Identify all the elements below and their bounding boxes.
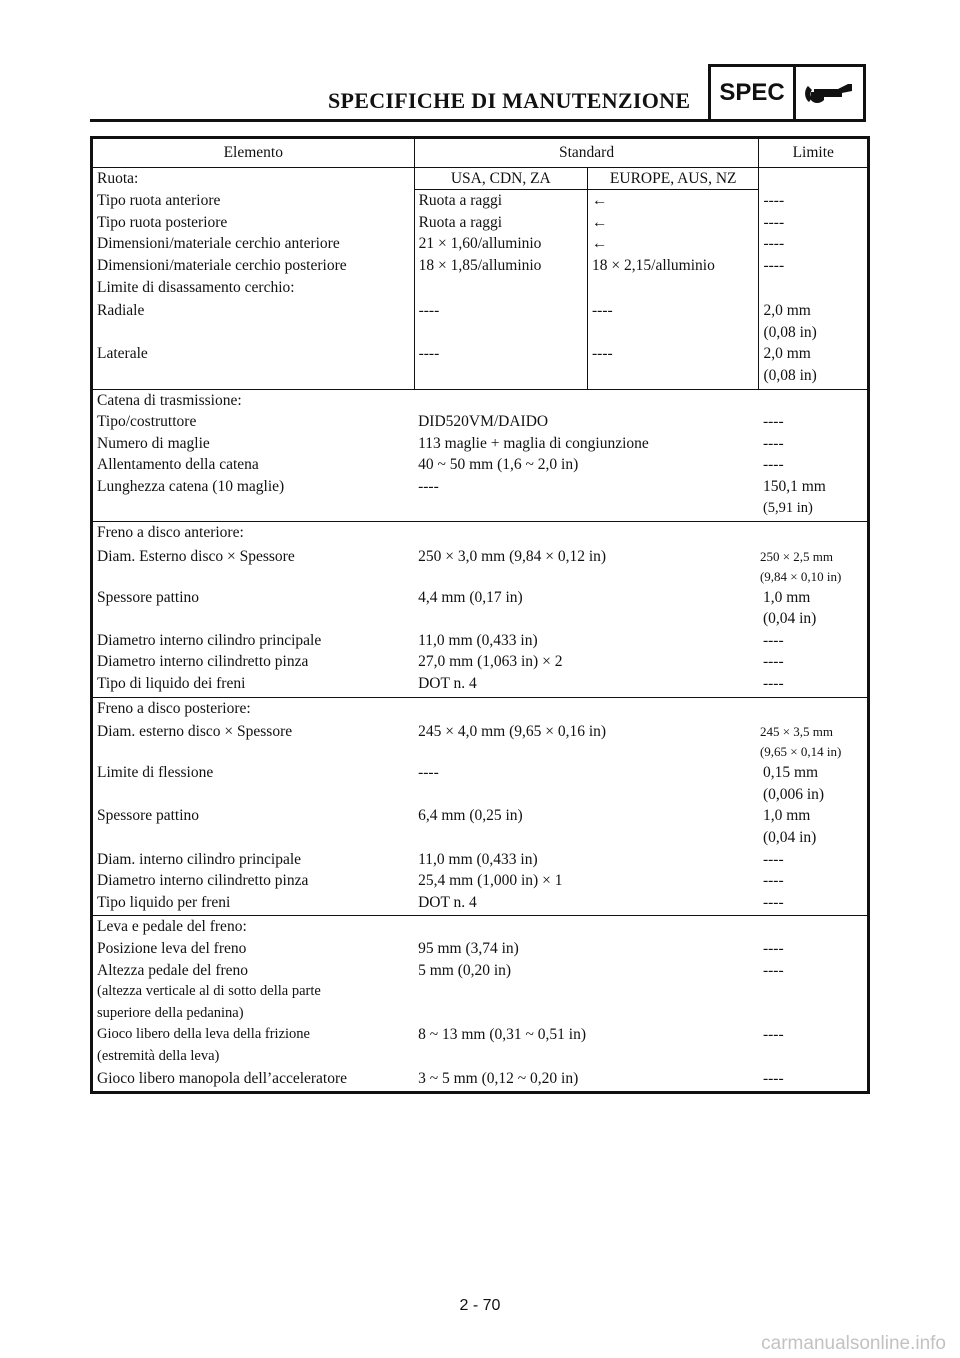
table-row bbox=[92, 544, 869, 587]
table-row bbox=[92, 167, 869, 190]
row-eu: 18 × 2,15/alluminio bbox=[588, 255, 759, 277]
row-standard: 95 mm (3,74 in) bbox=[418, 940, 519, 957]
table-row bbox=[92, 938, 869, 960]
row-label: Tipo liquido per freni bbox=[92, 892, 415, 916]
row-limit: ---- bbox=[759, 892, 869, 916]
row-limit: ---- bbox=[762, 653, 784, 671]
row-limit bbox=[759, 476, 869, 522]
limit-imperial: (9,65 × 0,14 in) bbox=[759, 744, 842, 760]
table-row bbox=[92, 673, 869, 697]
table-row bbox=[92, 870, 869, 892]
row-label: Posizione leva del freno bbox=[97, 940, 247, 957]
header-limite: Limite bbox=[759, 138, 869, 168]
row-label: Diametro interno cilindretto pinza bbox=[97, 872, 309, 890]
table-row bbox=[92, 960, 869, 1025]
row-limit: ---- bbox=[762, 413, 784, 431]
row-label-main: Gioco libero della leva della frizione bbox=[97, 1026, 310, 1043]
row-label: Lunghezza catena (10 maglie) bbox=[92, 476, 415, 522]
row-usa: ---- bbox=[414, 343, 587, 389]
row-standard: 6,4 mm (0,25 in) bbox=[418, 807, 523, 825]
table-header-row bbox=[92, 138, 869, 168]
table-row bbox=[92, 522, 869, 544]
limit-imperial: (0,08 in) bbox=[763, 366, 817, 384]
table-row bbox=[92, 277, 869, 299]
row-eu: ← bbox=[588, 212, 759, 234]
limit-imperial: (5,91 in) bbox=[762, 499, 813, 516]
row-label: Allentamento della catena bbox=[97, 456, 259, 474]
header-rule bbox=[90, 119, 710, 122]
section-title: Freno a disco anteriore: bbox=[97, 524, 244, 542]
limit-metric: 245 × 3,5 mm bbox=[759, 724, 834, 740]
row-usa: 18 × 1,85/alluminio bbox=[414, 255, 587, 277]
table-row bbox=[92, 212, 869, 234]
table-row bbox=[92, 389, 869, 411]
row-limit bbox=[759, 298, 869, 343]
row-standard: 245 × 4,0 mm (9,65 × 0,16 in) bbox=[418, 723, 607, 741]
row-standard: ---- bbox=[418, 764, 439, 782]
row-limit bbox=[759, 343, 869, 389]
row-standard: DOT n. 4 bbox=[414, 673, 759, 697]
row-label: Diam. Esterno disco × Spessore bbox=[97, 547, 295, 565]
row-eu: ---- bbox=[588, 343, 759, 389]
row-label-note: (altezza verticale al di sotto della parte bbox=[97, 983, 321, 1000]
row-limit: ---- bbox=[759, 673, 869, 697]
table-row bbox=[92, 916, 869, 938]
row-limit: ---- bbox=[762, 456, 784, 474]
row-label: Laterale bbox=[92, 343, 415, 389]
table-row bbox=[92, 849, 869, 871]
header-elemento: Elemento bbox=[92, 138, 415, 168]
row-label-note: (estremità della leva) bbox=[97, 1047, 220, 1064]
row-limit: ---- bbox=[759, 233, 869, 255]
row-label: Diam. interno cilindro principale bbox=[97, 850, 302, 868]
watermark: carmanualsonline.info bbox=[761, 1333, 946, 1354]
row-label: Numero di maglie bbox=[97, 434, 210, 452]
table-row bbox=[92, 892, 869, 916]
row-limit: ---- bbox=[762, 850, 784, 868]
table-row bbox=[92, 1068, 869, 1093]
table-row bbox=[92, 343, 869, 389]
row-limit bbox=[759, 805, 869, 848]
table-row bbox=[92, 630, 869, 652]
row-label: Diametro interno cilindro principale bbox=[97, 631, 322, 649]
row-limit bbox=[759, 719, 869, 762]
row-label bbox=[92, 1024, 415, 1067]
row-usa: ---- bbox=[414, 298, 587, 343]
row-limit: ---- bbox=[762, 1026, 784, 1044]
table-row bbox=[92, 1024, 869, 1067]
row-limit: ---- bbox=[762, 961, 784, 979]
header-standard: Standard bbox=[414, 138, 759, 168]
col-europe-header: EUROPE, AUS, NZ bbox=[588, 167, 759, 190]
row-label: Dimensioni/materiale cerchio posteriore bbox=[97, 256, 347, 274]
page-title: SPECIFICHE DI MANUTENZIONE bbox=[328, 88, 691, 113]
table-row bbox=[92, 805, 869, 848]
row-limit: ---- bbox=[759, 255, 869, 277]
row-standard: 4,4 mm (0,17 in) bbox=[418, 588, 523, 606]
row-label: Radiale bbox=[97, 302, 145, 320]
row-standard: DID520VM/DAIDO bbox=[418, 413, 549, 431]
table-row bbox=[92, 233, 869, 255]
row-label: Spessore pattino bbox=[97, 807, 200, 825]
section-title: Catena di trasmissione: bbox=[97, 391, 242, 409]
row-eu: ---- bbox=[588, 298, 759, 343]
row-label: Gioco libero manopola dell’acceleratore bbox=[97, 1069, 348, 1087]
limit-metric: 1,0 mm bbox=[762, 588, 811, 606]
limit-metric: 150,1 mm bbox=[762, 477, 826, 495]
table-row bbox=[92, 651, 869, 673]
section-title: Ruota: bbox=[97, 169, 139, 187]
row-label: Spessore pattino bbox=[97, 588, 200, 606]
wrench-icon bbox=[796, 67, 863, 119]
row-label: Tipo ruota posteriore bbox=[97, 213, 228, 231]
limit-metric: 0,15 mm bbox=[762, 764, 819, 782]
limit-imperial: (0,04 in) bbox=[762, 610, 817, 628]
row-limit: ---- bbox=[759, 212, 869, 234]
table-row bbox=[92, 298, 869, 343]
row-usa: Ruota a raggi bbox=[414, 190, 587, 212]
row-limit: ---- bbox=[762, 434, 784, 452]
row-standard: 25,4 mm (1,000 in) × 1 bbox=[418, 872, 563, 890]
row-label: Tipo/costruttore bbox=[97, 413, 197, 431]
row-standard: ---- bbox=[414, 476, 759, 522]
row-standard: 11,0 mm (0,433 in) bbox=[418, 631, 538, 649]
row-standard: 250 × 3,0 mm (9,84 × 0,12 in) bbox=[418, 547, 607, 565]
row-label: Limite di flessione bbox=[97, 764, 214, 782]
row-eu: ← bbox=[588, 190, 759, 212]
limit-metric: 1,0 mm bbox=[762, 807, 811, 825]
row-label-main: Altezza pedale del freno bbox=[97, 961, 249, 979]
row-label: Dimensioni/materiale cerchio anteriore bbox=[97, 235, 340, 253]
table-row bbox=[92, 697, 869, 719]
row-standard: 11,0 mm (0,433 in) bbox=[418, 850, 538, 868]
row-standard: 40 ~ 50 mm (1,6 ~ 2,0 in) bbox=[418, 456, 579, 474]
spec-badge-label: SPEC bbox=[711, 67, 796, 119]
table-row bbox=[92, 411, 869, 433]
table-row bbox=[92, 762, 869, 805]
row-standard: 113 maglie + maglia di congiunzione bbox=[418, 434, 649, 452]
row-standard: 8 ~ 13 mm (0,31 ~ 0,51 in) bbox=[418, 1026, 586, 1044]
table-row bbox=[92, 587, 869, 630]
row-label: Limite di disassamento cerchio: bbox=[97, 278, 295, 296]
row-label: Diametro interno cilindretto pinza bbox=[97, 653, 309, 671]
row-usa: 21 × 1,60/alluminio bbox=[414, 233, 587, 255]
row-label bbox=[92, 960, 415, 1025]
col-usa-header: USA, CDN, ZA bbox=[414, 167, 587, 190]
row-label: Tipo ruota anteriore bbox=[97, 191, 221, 209]
row-standard: 27,0 mm (1,063 in) × 2 bbox=[418, 653, 563, 671]
page-number: 2 - 70 bbox=[459, 1297, 501, 1314]
limit-imperial: (0,04 in) bbox=[762, 829, 817, 847]
limit-imperial: (0,006 in) bbox=[762, 785, 825, 803]
limit-metric: 2,0 mm bbox=[763, 345, 811, 363]
limit-imperial: (0,08 in) bbox=[763, 323, 817, 341]
row-standard: DOT n. 4 bbox=[414, 892, 759, 916]
row-limit: ---- bbox=[759, 190, 869, 212]
limit-metric: 250 × 2,5 mm bbox=[759, 548, 834, 564]
row-limit: ---- bbox=[762, 872, 784, 890]
row-limit: ---- bbox=[762, 1069, 784, 1087]
table-row bbox=[92, 454, 869, 476]
limit-imperial: (9,84 × 0,10 in) bbox=[759, 568, 842, 584]
table-row bbox=[92, 433, 869, 455]
row-limit: ---- bbox=[762, 631, 784, 649]
row-standard: 5 mm (0,20 in) bbox=[418, 961, 512, 979]
row-label: Diam. esterno disco × Spessore bbox=[97, 723, 293, 741]
table-row bbox=[92, 476, 869, 522]
row-label-note: superiore della pedanina) bbox=[97, 1004, 244, 1021]
row-standard: 3 ~ 5 mm (0,12 ~ 0,20 in) bbox=[418, 1069, 579, 1087]
table-row bbox=[92, 255, 869, 277]
row-limit bbox=[759, 587, 869, 630]
row-limit: ---- bbox=[762, 940, 784, 957]
table-row bbox=[92, 719, 869, 762]
row-limit bbox=[759, 544, 869, 587]
row-label: Tipo di liquido dei freni bbox=[92, 673, 415, 697]
row-eu: ← bbox=[588, 233, 759, 255]
spec-table bbox=[90, 136, 870, 1094]
section-title: Freno a disco posteriore: bbox=[97, 699, 251, 717]
table-row bbox=[92, 190, 869, 212]
section-title: Leva e pedale del freno: bbox=[97, 918, 247, 936]
limit-metric: 2,0 mm bbox=[763, 302, 811, 320]
spec-badge bbox=[708, 64, 866, 122]
row-limit bbox=[759, 762, 869, 805]
row-usa: Ruota a raggi bbox=[414, 212, 587, 234]
